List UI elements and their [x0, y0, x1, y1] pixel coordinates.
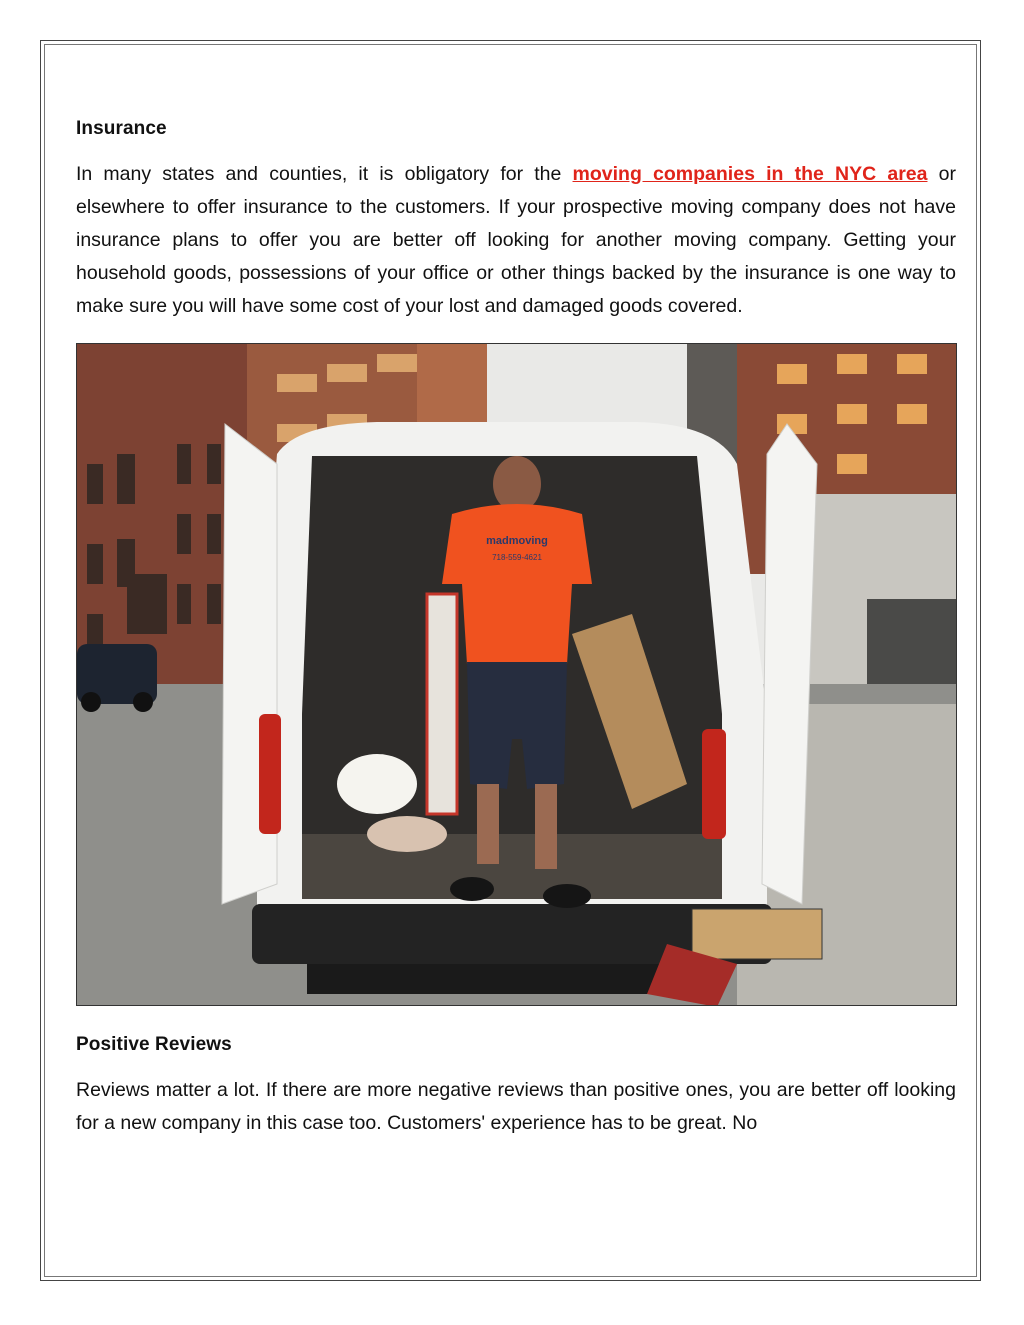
insurance-paragraph	[76, 158, 956, 323]
far-building	[417, 344, 487, 434]
dolly-carton	[427, 594, 457, 814]
van-photo-illustration	[77, 344, 957, 1006]
moving-van-photo	[76, 343, 957, 1006]
mover-right-leg	[535, 784, 557, 869]
mover-head	[493, 456, 541, 512]
van-step	[307, 964, 707, 994]
reviews-section	[76, 1034, 956, 1140]
mover-right-shoe	[543, 884, 591, 908]
reviews-paragraph: Reviews matter a lot. If there are more negative reviews than positive ones, you are better off looking for a new company in this case too. Customers' experience has to be great. No	[76, 1079, 956, 1134]
left-tail-light	[259, 714, 281, 834]
shirt-brand-text: madmoving	[486, 535, 548, 547]
nyc-movers-link[interactable]: moving companies in the NYC area	[572, 163, 928, 185]
right-tail-light	[702, 729, 726, 839]
moving-dolly	[692, 909, 822, 959]
shirt-phone-text: 718-559-4621	[492, 553, 542, 562]
insurance-text-start: In many states and counties, it is obligatory for the	[76, 163, 573, 185]
insurance-text-end: or elsewhere to offer insurance to the customers. If your prospective moving company does not have insurance plans to offer you are better off looking for another moving company. Getting your household goods, possessions of your office or other things backed by the insurance is one way to make sure you will have some cost of your lost and damaged goods covered.	[76, 163, 956, 317]
blanket-pile	[367, 816, 447, 852]
document-body	[76, 118, 956, 1140]
van-floor	[302, 834, 722, 899]
insurance-heading: Insurance	[76, 118, 167, 139]
mover-left-leg	[477, 784, 499, 864]
reviews-heading: Positive Reviews	[76, 1034, 232, 1055]
mover-left-shoe	[450, 877, 494, 901]
white-bag	[337, 754, 417, 814]
